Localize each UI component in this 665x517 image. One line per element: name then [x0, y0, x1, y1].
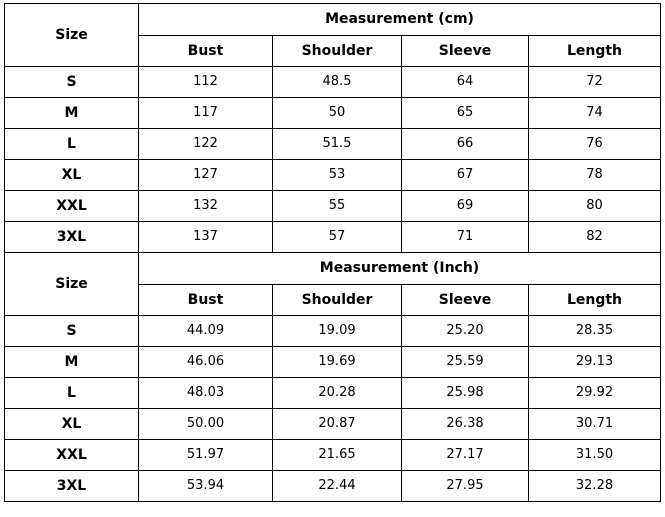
- shoulder-value: 19.09: [273, 316, 402, 347]
- column-header-sleeve-inch: Sleeve: [402, 284, 529, 316]
- table-row: [5, 191, 661, 222]
- column-header-length-cm: Length: [529, 35, 661, 67]
- shoulder-value: 55: [273, 191, 402, 222]
- table-row: [5, 347, 661, 378]
- length-value: 78: [529, 160, 661, 191]
- measurement-header-cm: Measurement (cm): [139, 4, 661, 36]
- length-value: 28.35: [529, 316, 661, 347]
- shoulder-value: 53: [273, 160, 402, 191]
- bust-value: 51.97: [139, 440, 273, 471]
- sleeve-value: 64: [402, 67, 529, 98]
- bust-value: 112: [139, 67, 273, 98]
- sleeve-value: 66: [402, 129, 529, 160]
- size-label: XXL: [5, 440, 139, 471]
- bust-value: 137: [139, 222, 273, 253]
- size-label: M: [5, 347, 139, 378]
- length-value: 76: [529, 129, 661, 160]
- sleeve-value: 67: [402, 160, 529, 191]
- sleeve-value: 27.95: [402, 471, 529, 502]
- sleeve-value: 25.59: [402, 347, 529, 378]
- size-label: XXL: [5, 191, 139, 222]
- table-row: [5, 471, 661, 502]
- size-label: S: [5, 316, 139, 347]
- sleeve-value: 71: [402, 222, 529, 253]
- shoulder-value: 19.69: [273, 347, 402, 378]
- sleeve-value: 26.38: [402, 409, 529, 440]
- bust-value: 46.06: [139, 347, 273, 378]
- bust-value: 127: [139, 160, 273, 191]
- length-value: 80: [529, 191, 661, 222]
- shoulder-value: 50: [273, 98, 402, 129]
- bust-value: 44.09: [139, 316, 273, 347]
- table-row: [5, 160, 661, 191]
- bust-value: 117: [139, 98, 273, 129]
- size-header-inch: Size: [5, 253, 139, 316]
- column-header-length-inch: Length: [529, 284, 661, 316]
- table-row: [5, 378, 661, 409]
- length-value: 29.92: [529, 378, 661, 409]
- length-value: 30.71: [529, 409, 661, 440]
- size-label: M: [5, 98, 139, 129]
- size-label: 3XL: [5, 471, 139, 502]
- column-header-shoulder-cm: Shoulder: [273, 35, 402, 67]
- column-header-shoulder-inch: Shoulder: [273, 284, 402, 316]
- shoulder-value: 51.5: [273, 129, 402, 160]
- header-row-inch: [5, 253, 661, 285]
- shoulder-value: 57: [273, 222, 402, 253]
- sleeve-value: 25.20: [402, 316, 529, 347]
- column-header-sleeve-cm: Sleeve: [402, 35, 529, 67]
- column-header-bust-inch: Bust: [139, 284, 273, 316]
- size-header-cm: Size: [5, 4, 139, 67]
- header-row-cm: [5, 4, 661, 36]
- bust-value: 48.03: [139, 378, 273, 409]
- table-row: [5, 67, 661, 98]
- size-label: XL: [5, 409, 139, 440]
- size-label: L: [5, 378, 139, 409]
- sleeve-value: 27.17: [402, 440, 529, 471]
- bust-value: 132: [139, 191, 273, 222]
- shoulder-value: 22.44: [273, 471, 402, 502]
- sleeve-value: 69: [402, 191, 529, 222]
- size-chart: [4, 3, 660, 502]
- sleeve-value: 65: [402, 98, 529, 129]
- table-row: [5, 440, 661, 471]
- table-row: [5, 222, 661, 253]
- column-header-bust-cm: Bust: [139, 35, 273, 67]
- length-value: 31.50: [529, 440, 661, 471]
- size-label: 3XL: [5, 222, 139, 253]
- measurement-header-inch: Measurement (Inch): [139, 253, 661, 285]
- shoulder-value: 20.28: [273, 378, 402, 409]
- size-label: S: [5, 67, 139, 98]
- table-row: [5, 129, 661, 160]
- table-row: [5, 316, 661, 347]
- sleeve-value: 25.98: [402, 378, 529, 409]
- length-value: 82: [529, 222, 661, 253]
- table-row: [5, 98, 661, 129]
- length-value: 74: [529, 98, 661, 129]
- size-chart-table: [4, 3, 661, 502]
- length-value: 32.28: [529, 471, 661, 502]
- size-label: L: [5, 129, 139, 160]
- length-value: 72: [529, 67, 661, 98]
- size-label: XL: [5, 160, 139, 191]
- bust-value: 50.00: [139, 409, 273, 440]
- bust-value: 122: [139, 129, 273, 160]
- bust-value: 53.94: [139, 471, 273, 502]
- shoulder-value: 48.5: [273, 67, 402, 98]
- shoulder-value: 20.87: [273, 409, 402, 440]
- length-value: 29.13: [529, 347, 661, 378]
- table-row: [5, 409, 661, 440]
- shoulder-value: 21.65: [273, 440, 402, 471]
